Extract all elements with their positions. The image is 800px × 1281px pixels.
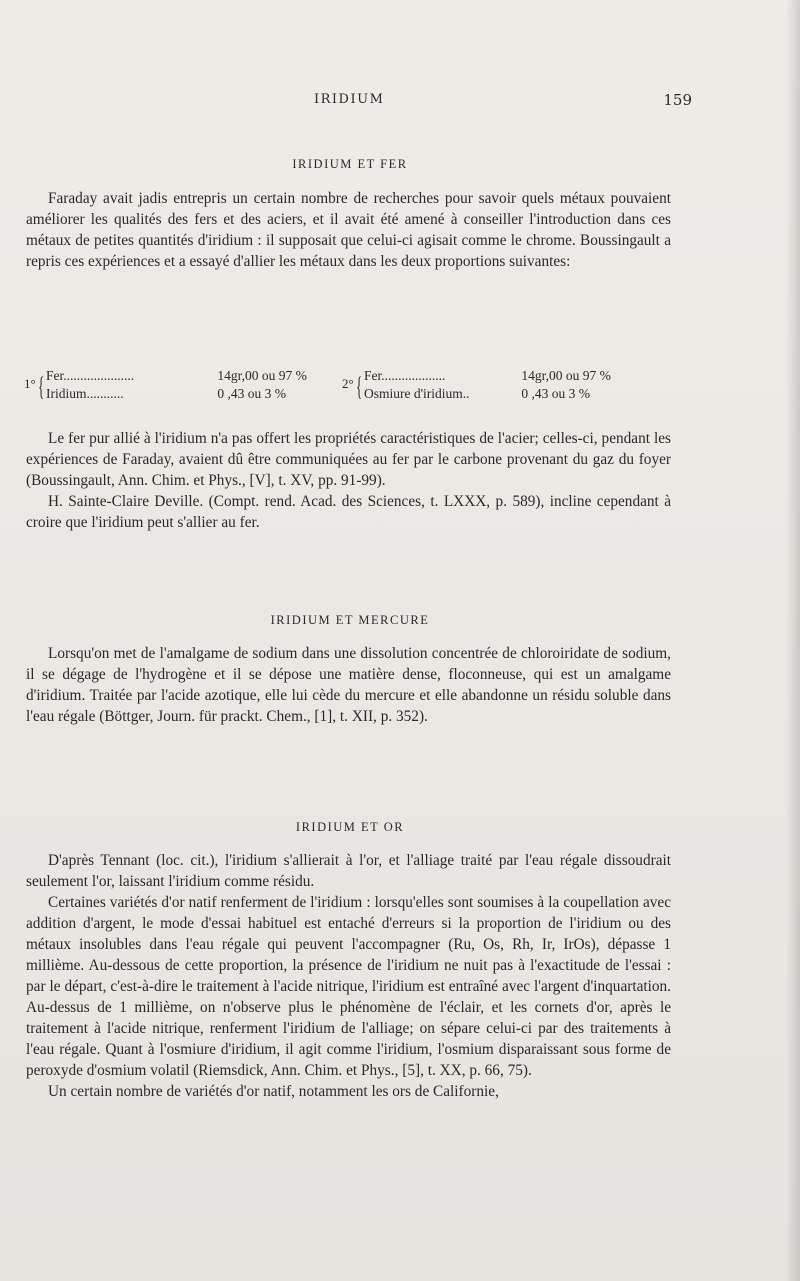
paragraph: Un certain nombre de variétés d'or natif, notamment les ors de Californie,: [48, 1083, 499, 1100]
paragraph: Faraday avait jadis entrepris un certain nombre de recherches pour savoir quels métaux pouvaient améliorer les qualités des fers et des aciers, et il avait été amené à conseiller l'introduction dans ces métaux de petites quantités d'iridium : il supposait que celui-ci agisait comme le chrome. Boussingault a repris ces expériences et a essayé d'allier les métaux dans les deux proportions suivantes:: [26, 190, 671, 270]
section-title-gold: IRIDIUM ET OR: [295, 820, 405, 834]
paragraph: Lorsqu'on met de l'amalgame de sodium dans une dissolution concentrée de chloroiridate de sodium, il se dégage de l'hydrogène et il se dépose une matière dense, floconneuse, qui est un amalgame d'iridium. Traitée par l'acide azotique, elle lui cède du mercure et elle abandonne un résidu soluble dans l'eau régale (Böttger, Journ. für prackt. Chem., [1], t. XII, p. 352).: [26, 645, 671, 725]
metal-name: Fer...................: [364, 368, 446, 383]
paragraph: Certaines variétés d'or natif renferment de l'iridium : lorsqu'elles sont soumises à la coupellation avec addition d'argent, le mode d'essai habituel est entaché d'erreurs si la proportion de l'iridium ou des métaux insolubles dans l'eau régale qui peuvent l'accompagner (Ru, Os, Rh, Ir, IrOs), dépasse 1 millième. Au-dessous de cette proportion, la présence de l'iridium ne nuit pas à l'exactitude de l'essai : par le départ, c'est-à-dire le traitement à l'acide nitrique, l'iridium est entraîné avec l'argent d'inquartation. Au-dessus de 1 millième, on n'observe plus le phénomène de l'éclair, et les cornets d'or, après le traitement à l'acide nitrique, renferment l'iridium de l'alliage; on sépare celui-ci par des traitements à l'eau régale. Quant à l'osmiure d'iridium, il agit comme l'iridium, l'osmium disparaissant sous forme de peroxyde d'osmium volatil (Riemsdick, Ann. Chim. et Phys., [5], t. XX, p. 66, 75).: [26, 894, 671, 1079]
proportion-row: [46, 368, 307, 386]
section-title-iron: IRIDIUM ET FER: [292, 157, 408, 171]
running-title: IRIDIUM: [314, 92, 385, 107]
mercury-text: [26, 643, 671, 727]
iron-conclusion-text: [26, 428, 671, 533]
proportion-row: [46, 386, 286, 404]
paragraph: H. Sainte-Claire Deville. (Compt. rend. Acad. des Sciences, t. LXXX, p. 589), incline cependant à croire que l'iridium peut s'allier au fer.: [26, 493, 671, 531]
proportion-row: [364, 368, 611, 386]
paragraph: D'après Tennant (loc. cit.), l'iridium s'allierait à l'or, et l'alliage traité par l'eau régale dissoudrait seulement l'or, laissant l'iridium comme résidu.: [26, 852, 671, 890]
page-edge-shadow: [786, 0, 800, 1281]
page-number: 159: [663, 91, 692, 109]
metal-name: Iridium...........: [46, 386, 124, 401]
brace-icon: {: [356, 372, 363, 401]
metal-amount: 14gr,00 ou 97 %: [217, 368, 307, 383]
running-header: [0, 92, 800, 112]
metal-amount: 14gr,00 ou 97 %: [521, 368, 611, 383]
proportion-row: [364, 386, 590, 404]
metal-name: Fer.....................: [46, 368, 135, 383]
iron-intro-text: [26, 188, 671, 272]
brace-icon: {: [38, 372, 45, 401]
paragraph: Le fer pur allié à l'iridium n'a pas offert les propriétés caractéristiques de l'acier; celles-ci, pendant les expériences de Faraday, avaient dû être communiquées au fer par le carbone provenant du gaz du foyer (Boussingault, Ann. Chim. et Phys., [V], t. XV, pp. 91-99).: [26, 430, 671, 489]
metal-name: Osmiure d'iridium..: [364, 386, 470, 401]
proportion-number: 2°: [342, 376, 354, 391]
gold-text: [26, 850, 671, 1102]
section-title-mercury: IRIDIUM ET MERCURE: [270, 613, 430, 627]
alloy-proportions: [24, 368, 674, 412]
metal-amount: 0 ,43 ou 3 %: [521, 386, 590, 401]
proportion-number: 1°: [24, 376, 36, 391]
metal-amount: 0 ,43 ou 3 %: [217, 386, 286, 401]
